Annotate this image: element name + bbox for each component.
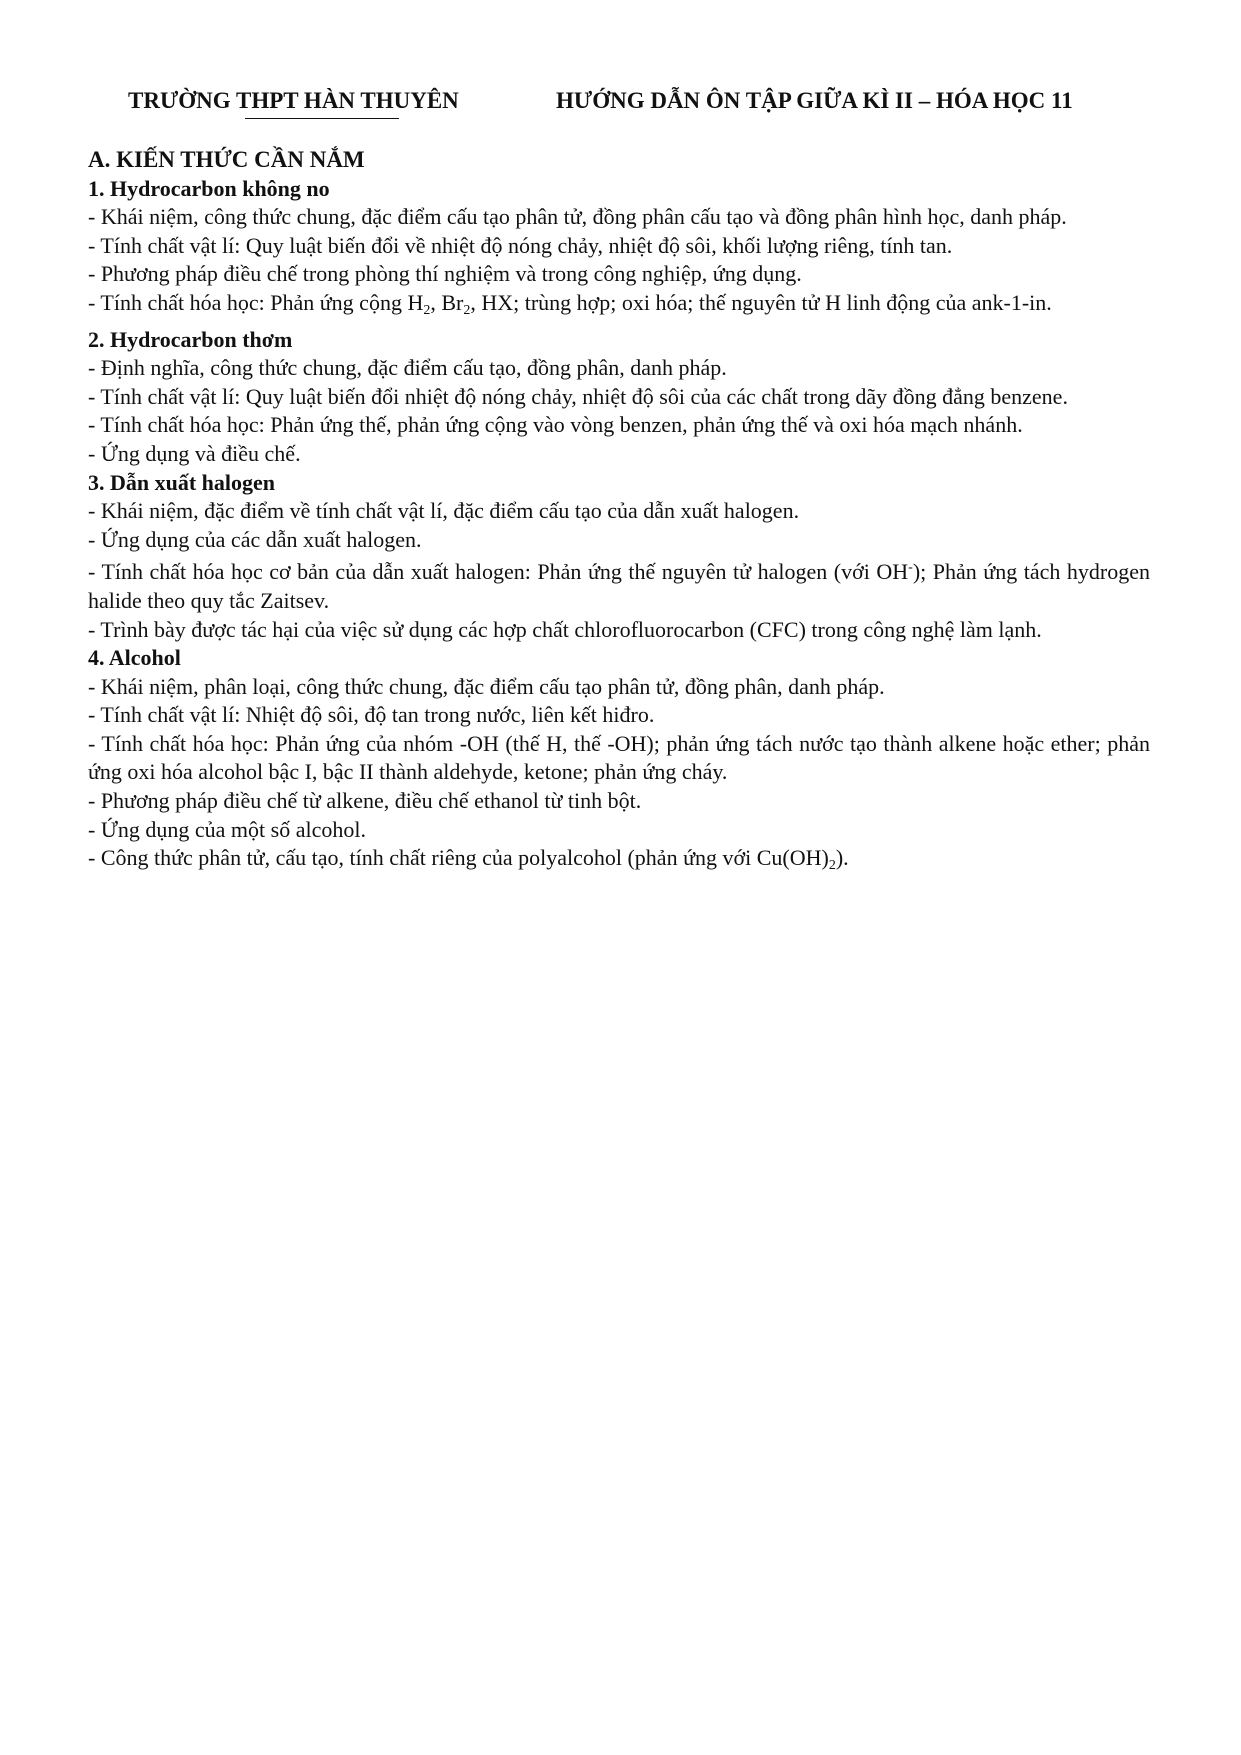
s4-line-1: - Khái niệm, phân loại, công thức chung, đặc điểm cấu tạo phân tử, đồng phân, danh pháp.: [88, 673, 885, 699]
subsection-2-title: 2. Hydrocarbon thơm: [88, 326, 293, 352]
s3-line-3: - Tính chất hóa học cơ bản của dẫn xuất halogen: Phản ứng thế nguyên tử halogen (với OH-); Phản ứng tách hydrogen halide theo quy tắc Zaitsev.: [88, 559, 1150, 613]
s3-line-2: - Ứng dụng của các dẫn xuất halogen.: [88, 526, 422, 552]
subsection-4-title: 4. Alcohol: [88, 645, 181, 671]
school-name: TRƯỜNG THPT HÀN THUYÊN: [128, 88, 459, 113]
s1-line-1: - Khái niệm, công thức chung, đặc điểm cấu tạo phân tử, đồng phân cấu tạo và đồng phân hình học, danh pháp.: [88, 204, 1067, 230]
s2-line-1: - Định nghĩa, công thức chung, đặc điểm cấu tạo, đồng phân, danh pháp.: [88, 355, 727, 381]
school-underline: [245, 118, 399, 119]
s3-line-1: - Khái niệm, đặc điểm về tính chất vật lí, đặc điểm cấu tạo của dẫn xuất halogen.: [88, 498, 800, 524]
section-a-title: A. KIẾN THỨC CẦN NẮM: [88, 147, 365, 172]
s2-line-4: - Ứng dụng và điều chế.: [88, 440, 301, 466]
s2-line-3: - Tính chất hóa học: Phản ứng thế, phản ứng cộng vào vòng benzen, phản ứng thế và oxi hóa mạch nhánh.: [88, 412, 1023, 438]
subsection-1-title: 1. Hydrocarbon không no: [88, 175, 330, 201]
subsection-3-title: 3. Dẫn xuất halogen: [88, 469, 276, 495]
s3-line-4: - Trình bày được tác hại của việc sử dụng các hợp chất chlorofluorocarbon (CFC) trong công nghệ làm lạnh.: [88, 616, 1042, 642]
s4-line-5: - Ứng dụng của một số alcohol.: [88, 816, 366, 842]
s2-line-2: - Tính chất vật lí: Quy luật biến đổi nhiệt độ nóng chảy, nhiệt độ sôi của các chất trong dãy đồng đẳng benzene.: [88, 383, 1068, 409]
document-body: [88, 146, 1150, 881]
document-header: [0, 88, 1241, 122]
s4-line-6: - Công thức phân tử, cấu tạo, tính chất riêng của polyalcohol (phản ứng với $Cu(OH)_2$).: [88, 845, 849, 874]
s1-line-3: - Phương pháp điều chế trong phòng thí nghiệm và trong công nghiệp, ứng dụng.: [88, 261, 802, 287]
document-title: HƯỚNG DẪN ÔN TẬP GIỮA KÌ II – HÓA HỌC 11: [556, 88, 1073, 113]
s4-line-2: - Tính chất vật lí: Nhiệt độ sôi, độ tan trong nước, liên kết hiđro.: [88, 702, 655, 728]
s1-line-2: - Tính chất vật lí: Quy luật biến đổi về nhiệt độ nóng chảy, nhiệt độ sôi, khối lượng riêng, tính tan.: [88, 232, 953, 258]
s1-line-4: - Tính chất hóa học: Phản ứng cộng $H_2$, $Br_2$, HX; trùng hợp; oxi hóa; thế nguyên tử H linh động của ank-1-in.: [88, 289, 1052, 318]
s4-line-3: - Tính chất hóa học: Phản ứng của nhóm -OH (thế H, thế -OH); phản ứng tách nước tạo thành alkene hoặc ether; phản ứng oxi hóa alcohol bậc I, bậc II thành aldehyde, ketone; phản ứng cháy.: [88, 730, 1150, 785]
s4-line-4: - Phương pháp điều chế từ alkene, điều chế ethanol từ tinh bột.: [88, 788, 642, 814]
